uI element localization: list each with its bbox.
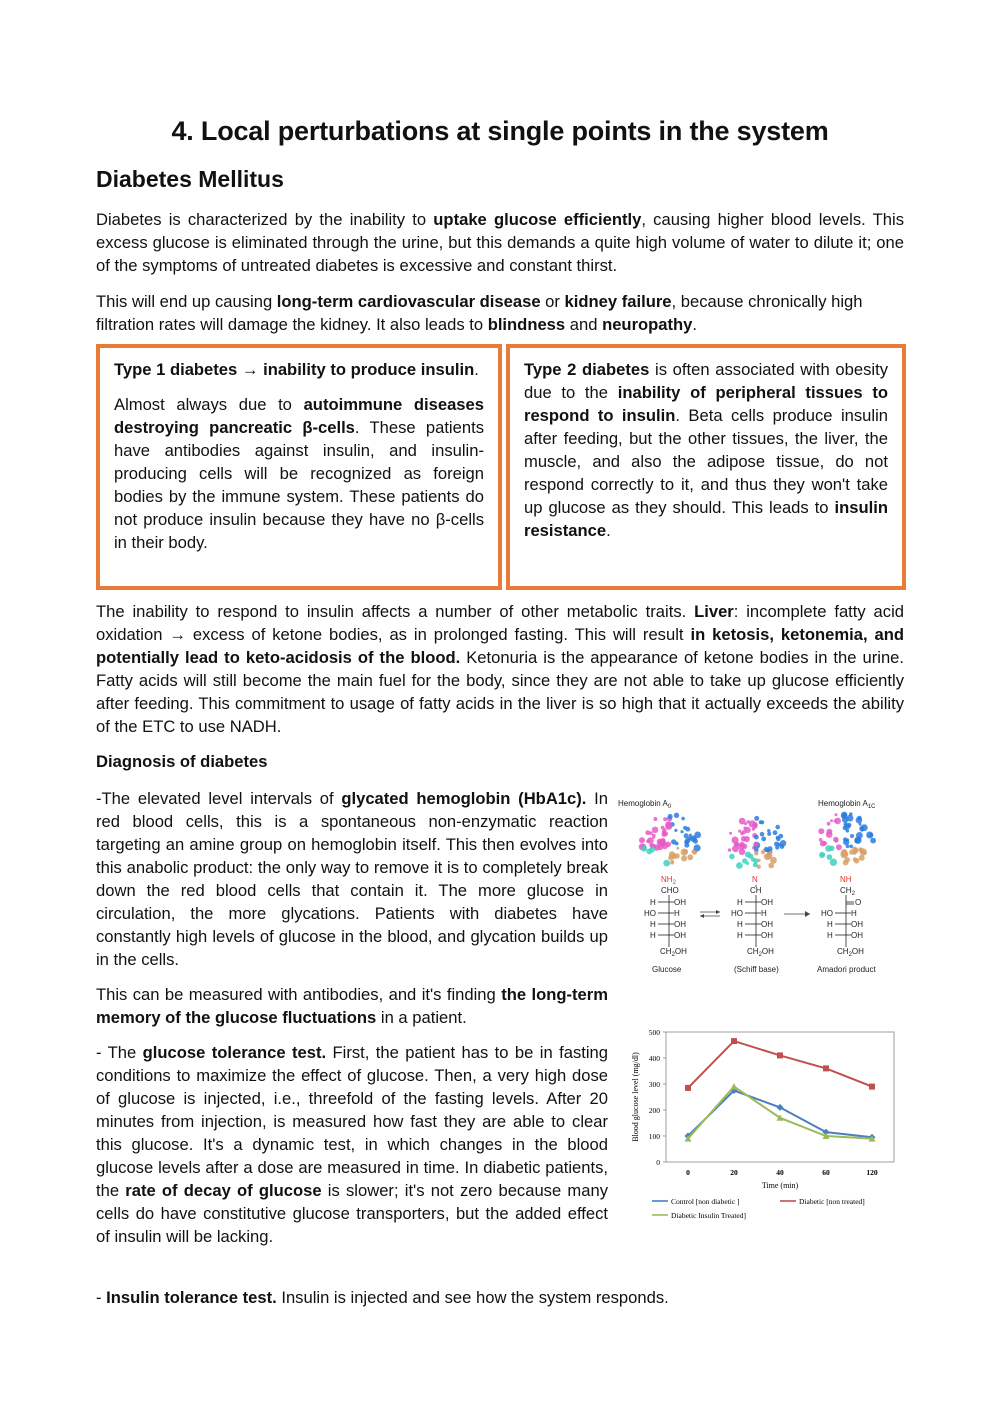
- antibody-paragraph: This can be measured with antibodies, and it's finding the long-term memory of the glucose fluctuations in a patient.: [96, 985, 609, 1027]
- amadori-structure: [817, 886, 876, 974]
- protein-atom: [827, 854, 833, 860]
- h-label: H: [650, 931, 656, 940]
- h-label: H: [827, 931, 833, 940]
- legend-item: [652, 1197, 740, 1206]
- protein-atom: [684, 843, 689, 848]
- ho-label: HO: [821, 909, 833, 918]
- y-tick-label: 400: [648, 1054, 660, 1063]
- oh-label: OH: [761, 920, 773, 929]
- protein-blob: [639, 813, 701, 867]
- page-heading: 4. Local perturbations at single points in the system: [171, 116, 829, 146]
- protein-atom: [850, 834, 854, 838]
- protein-atom: [754, 835, 759, 840]
- protein-atom: [836, 844, 842, 850]
- protein-atom: [859, 826, 864, 831]
- protein-atom: [849, 845, 853, 849]
- protein-atom: [746, 862, 749, 865]
- protein-atom: [753, 863, 758, 868]
- protein-atom: [663, 860, 670, 867]
- protein-atom: [827, 822, 831, 826]
- protein-atom: [674, 829, 677, 832]
- protein-atom: [681, 817, 685, 821]
- protein-atom: [820, 841, 826, 847]
- glucose-test-paragraph: - The glucose tolerance test. First, the patient has to be in fasting conditions to maximize the effect of glucose. Then, a very high dose of glucose is injected, i.e., threefold of the fasting levels. After 20 minutes from injection, is measured how fast they are able to clear this glucose. It's a dynamic test, in which changes in the blood glucose levels after a dose are measured in time. In diabetic patients, the rate of decay of glucose is slower; it's not zero because many cells do have constitutive glucose transporters, but the added effect of insulin will be lacking.: [96, 1043, 609, 1246]
- protein-atom: [693, 850, 697, 854]
- h-label: H: [761, 909, 767, 918]
- data-point: [869, 1084, 875, 1090]
- protein-atom: [841, 812, 847, 818]
- protein-atom: [729, 854, 735, 860]
- protein-atom: [776, 836, 780, 840]
- protein-atom: [754, 816, 759, 821]
- section-title: Diabetes Mellitus: [96, 166, 284, 192]
- oh-label: OH: [674, 898, 686, 907]
- protein-blob: [728, 816, 787, 869]
- plot-area: [666, 1032, 894, 1162]
- protein-atom: [748, 854, 753, 859]
- glucose-tolerance-chart: [624, 1024, 906, 1228]
- legend-item: [780, 1197, 865, 1206]
- protein-atom: [728, 848, 731, 851]
- ho-label: HO: [731, 909, 743, 918]
- h-label: H: [674, 909, 680, 918]
- protein-atom: [760, 832, 765, 837]
- protein-atom: [856, 817, 863, 824]
- protein-atom: [758, 859, 761, 862]
- oh-label: OH: [851, 931, 863, 940]
- oh-label: OH: [761, 931, 773, 940]
- protein-atom: [692, 837, 696, 841]
- chart-legend: [652, 1197, 865, 1220]
- protein-atom: [854, 848, 859, 853]
- protein-atom: [870, 838, 876, 844]
- protein-atom: [853, 857, 857, 861]
- protein-atom: [846, 829, 850, 833]
- protein-atom: [830, 859, 837, 866]
- protein-atom: [752, 828, 755, 831]
- type2-body: Type 2 diabetes is often associated with obesity due to the inability of peripheral tissues to respond to insulin. Beta cells produce insulin after feeding, but the other tissues, the liver, the muscle, and also the adipose tissue, do not respond correctly to it, and thus they won't take up glucose as they should. This leads to insulin resistance.: [524, 360, 888, 540]
- protein-atom: [738, 844, 744, 850]
- h-label: H: [650, 898, 656, 907]
- protein-atom: [641, 846, 647, 852]
- protein-atom: [826, 831, 833, 838]
- protein-atom: [754, 842, 759, 847]
- legend-label: Diabetic [non treated]: [799, 1197, 865, 1206]
- intro-paragraph-1: Diabetes is characterized by the inability to uptake glucose efficiently, causing higher blood levels. This excess glucose is eliminated through the urine, but this demands a quite high volume of water to dilute it; one of the symptoms of untreated diabetes is excessive and constant thirst.: [96, 210, 904, 275]
- protein-atom: [773, 830, 778, 835]
- protein-atom: [685, 838, 691, 844]
- protein-atom: [680, 830, 683, 833]
- protein-atom: [854, 837, 861, 844]
- h-label: H: [650, 920, 656, 929]
- protein-atom: [666, 842, 672, 848]
- protein-atom: [687, 854, 693, 860]
- protein-atom: [741, 836, 747, 842]
- ho-label: HO: [644, 909, 656, 918]
- protein-atom: [736, 862, 743, 869]
- protein-atom: [835, 813, 838, 816]
- legend-label: Diabetic Insulin Treated]: [671, 1211, 746, 1220]
- protein-atom: [669, 851, 675, 857]
- protein-atom: [645, 830, 650, 835]
- h-label: H: [737, 931, 743, 940]
- protein-atom: [843, 822, 847, 826]
- protein-atom: [675, 842, 679, 846]
- protein-atom: [752, 822, 757, 827]
- o-label: O: [855, 898, 862, 907]
- type1-box: [96, 344, 502, 590]
- protein-atom: [830, 819, 833, 822]
- protein-atom: [729, 832, 732, 835]
- protein-atom: [761, 837, 766, 842]
- protein-structures: [639, 812, 876, 869]
- schiff-caption: (Schiff base): [734, 965, 779, 974]
- x-tick-label: 0: [686, 1168, 690, 1177]
- protein-atom: [843, 849, 847, 853]
- oh-label: OH: [674, 931, 686, 940]
- h-label: H: [737, 920, 743, 929]
- protein-atom: [668, 814, 673, 819]
- x-axis-label: Time (min): [761, 1181, 799, 1190]
- data-point: [685, 1085, 691, 1091]
- glucose-caption: Glucose: [652, 965, 682, 974]
- amine-label-glucose: $NH_2$: [661, 875, 676, 886]
- protein-atom: [767, 852, 770, 855]
- protein-atom: [835, 839, 839, 843]
- ch2-label: $CH_2$: [840, 886, 855, 897]
- liver-paragraph: The inability to respond to insulin affects a number of other metabolic traits. Liver: incomplete fatty acid oxidation → excess of ketone bodies, as in prolonged fasting. This will result in ketosis, ketonemia, and potentially lead to keto-acidosis of the blood. Ketonuria is the appearance of ketone bodies in the urine. Fatty acids will still become the main fuel for the body, since they are not able to take up glucose efficiently after feeding. This commitment to usage of fatty acids in the liver is so high that it actually exceeds the ability of the ETC to use NADH.: [96, 602, 905, 736]
- insulin-test-paragraph: - Insulin tolerance test. Insulin is injected and see how the system responds.: [96, 1288, 669, 1307]
- protein-atom: [819, 852, 825, 858]
- protein-atom: [639, 837, 645, 843]
- protein-atom: [767, 832, 771, 836]
- x-tick-label: 40: [776, 1168, 784, 1177]
- y-tick-label: 500: [648, 1028, 660, 1037]
- oh-label: OH: [851, 920, 863, 929]
- protein-atom: [767, 846, 772, 851]
- protein-atom: [761, 850, 765, 854]
- protein-atom: [759, 820, 763, 824]
- protein-atom: [670, 861, 674, 865]
- type1-title: Type 1 diabetes → inability to produce insulin.: [114, 360, 479, 379]
- hb-a0-label: Hemoglobin $A_0$: [618, 799, 672, 810]
- protein-atom: [663, 817, 667, 821]
- protein-atom: [768, 863, 774, 869]
- protein-atom: [834, 820, 837, 823]
- protein-atom: [780, 844, 785, 849]
- oh-label: OH: [761, 898, 773, 907]
- protein-atom: [683, 849, 688, 854]
- protein-atom: [685, 827, 690, 832]
- y-tick-label: 0: [656, 1158, 660, 1167]
- intro-paragraph-2: This will end up causing long-term cardiovascular disease or kidney failure, because chronically high filtration rates will damage the kidney. It also leads to blindness and neuropathy.: [96, 292, 863, 334]
- protein-atom: [665, 821, 672, 828]
- protein-atom: [747, 820, 750, 823]
- oh-label: OH: [674, 920, 686, 929]
- protein-atom: [676, 847, 679, 850]
- y-axis-ticks: [649, 1028, 666, 1167]
- protein-atom: [684, 833, 689, 838]
- diagnosis-heading: Diagnosis of diabetes: [96, 752, 268, 771]
- data-point: [731, 1038, 737, 1044]
- protein-atom: [657, 844, 663, 850]
- hba1c-paragraph: -The elevated level intervals of glycated hemoglobin (HbA1c). In red blood cells, this is a spontaneous non-enzymatic reaction targeting an amine group on hemoglobin itself. This then evolves into this anabolic product: the only way to remove it is to completely break down the red blood cells that contain it. The more glucose in circulation, the more glycations. Patients with diabetes have constantly high levels of glucose in the blood, and glycation builds up in the cells.: [96, 789, 608, 969]
- ch2oh-label: $CH_2OH$: [837, 947, 864, 958]
- protein-atom: [674, 813, 679, 818]
- data-point: [823, 1065, 829, 1071]
- x-tick-label: 20: [730, 1168, 738, 1177]
- forward-arrow: [784, 911, 810, 917]
- protein-atom: [652, 827, 658, 833]
- imine-label: N: [752, 875, 758, 884]
- protein-blob: [818, 812, 876, 866]
- cho-label: CHO: [661, 886, 679, 895]
- protein-atom: [754, 851, 758, 855]
- protein-atom: [775, 825, 780, 830]
- protein-atom: [843, 837, 847, 841]
- y-tick-label: 300: [648, 1080, 660, 1089]
- protein-atom: [649, 847, 655, 853]
- h-label: H: [851, 909, 857, 918]
- protein-atom: [738, 830, 741, 833]
- reversible-arrow: [700, 910, 720, 918]
- legend-item: [652, 1211, 746, 1220]
- schiff-base-structure: [731, 885, 779, 974]
- x-axis-ticks: [686, 1168, 878, 1177]
- legend-label: Control [non diabetic ]: [671, 1197, 740, 1206]
- protein-atom: [846, 844, 850, 848]
- hemoglobin-glycation-figure: [616, 794, 904, 978]
- x-tick-label: 60: [822, 1168, 830, 1177]
- x-tick-label: 120: [866, 1168, 878, 1177]
- data-point: [777, 1052, 783, 1058]
- amadori-caption: Amadori product: [817, 965, 876, 974]
- glucose-structure: [644, 886, 687, 974]
- amine-label-amadori: NH: [840, 875, 852, 884]
- y-tick-label: 100: [648, 1132, 660, 1141]
- protein-atom: [663, 828, 667, 832]
- protein-atom: [829, 846, 835, 852]
- type1-body: Almost always due to autoimmune diseases destroying pancreatic β-cells. These patients have antibodies against insulin, and insulin-producing cells will be recognized as foreign bodies by the immune system. These patients do not produce insulin because they have no β-cells in their body.: [114, 395, 484, 552]
- protein-atom: [662, 832, 667, 837]
- protein-atom: [689, 834, 692, 837]
- y-tick-label: 200: [648, 1106, 660, 1115]
- ch2oh-label: $CH_2OH$: [747, 947, 774, 958]
- protein-atom: [681, 856, 687, 862]
- h-label: H: [737, 898, 743, 907]
- ch2oh-label: $CH_2OH$: [660, 947, 687, 958]
- ch-label: CH: [750, 886, 762, 895]
- protein-atom: [653, 817, 657, 821]
- protein-atom: [767, 829, 770, 832]
- protein-atom: [859, 855, 865, 861]
- hb-a1c-label: Hemoglobin $A_{1C}$: [818, 799, 876, 810]
- protein-atom: [652, 836, 655, 839]
- h-label: H: [827, 920, 833, 929]
- protein-atom: [818, 828, 824, 834]
- y-axis-label: Blood glucose level (mg/dl): [631, 1052, 640, 1142]
- type2-box: [506, 344, 906, 590]
- diagnosis-column: [96, 787, 608, 1260]
- protein-atom: [869, 833, 873, 837]
- protein-atom: [849, 850, 854, 855]
- protein-atom: [863, 851, 867, 855]
- protein-atom: [847, 815, 854, 822]
- protein-atom: [745, 827, 751, 833]
- protein-atom: [734, 842, 739, 847]
